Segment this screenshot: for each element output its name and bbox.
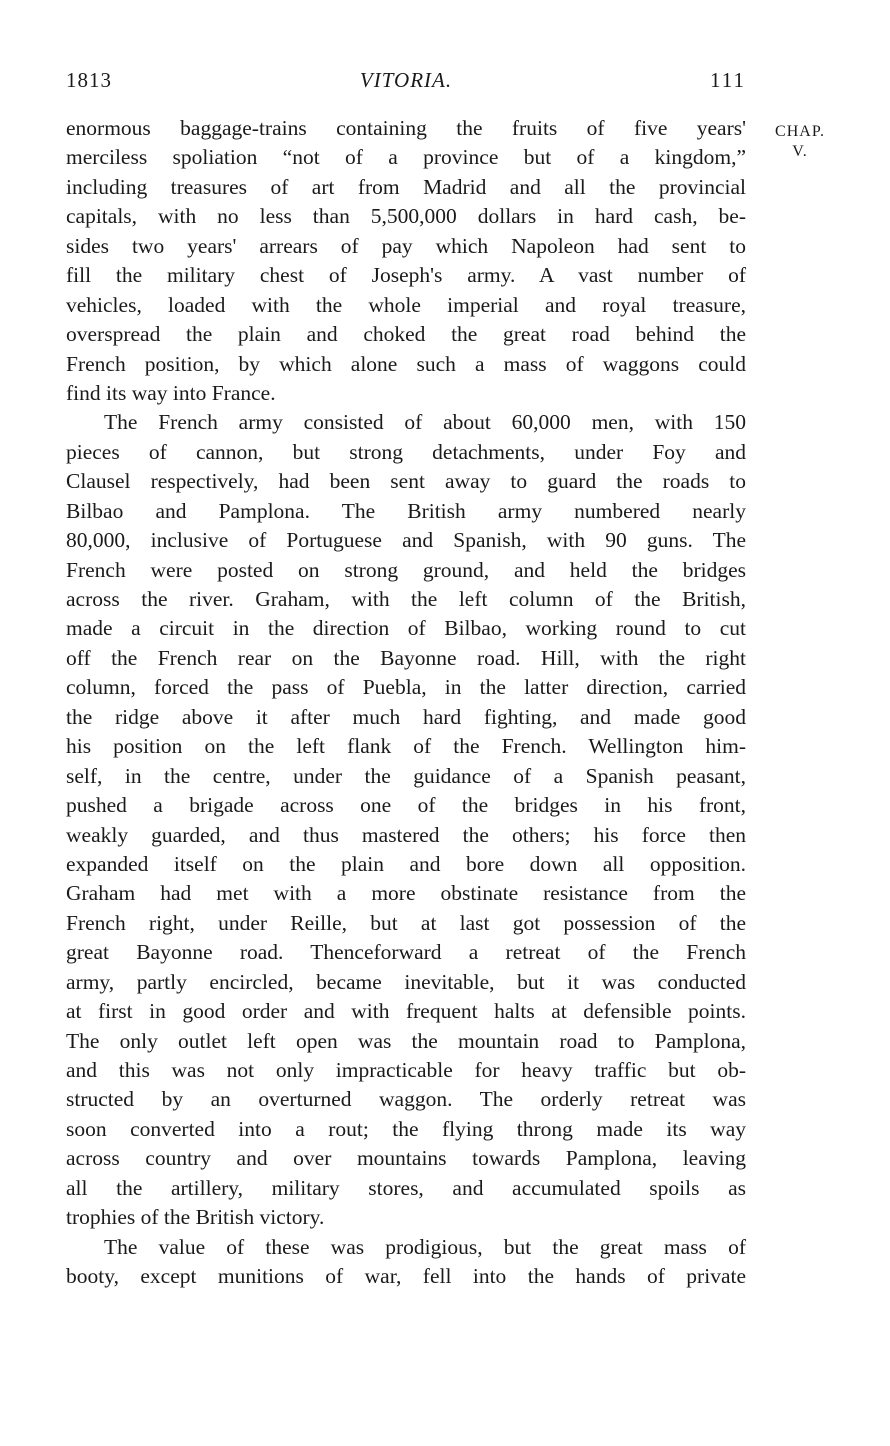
text-line: great Bayonne road. Thenceforward a retreat of the French	[66, 940, 746, 965]
text-line: booty, except munitions of war, fell into the hands of private	[66, 1264, 746, 1289]
text-line: merciless spoliation “not of a province but of a kingdom,”	[66, 145, 746, 170]
text-line: French position, by which alone such a mass of waggons could	[66, 351, 746, 376]
text-line: the ridge above it after much hard fighting, and made good	[66, 704, 746, 729]
chapter-number: V.	[792, 143, 808, 160]
text-line: The value of these was prodigious, but the great mass of	[104, 1234, 746, 1259]
text-line: off the French rear on the Bayonne road. Hill, with the right	[66, 645, 746, 670]
text-line: soon converted into a rout; the flying throng made its way	[66, 1116, 746, 1141]
text-line: French right, under Reille, but at last got possession of the	[66, 910, 746, 935]
text-line: 80,000, inclusive of Portuguese and Spanish, with 90 guns. The	[66, 528, 746, 553]
header-year: 1813	[66, 68, 112, 92]
text-line: Graham had met with a more obstinate resistance from the	[66, 881, 746, 906]
text-line: The only outlet left open was the mountain road to Pamplona,	[66, 1028, 746, 1053]
text-line: pushed a brigade across one of the bridges in his front,	[66, 793, 746, 818]
text-line: structed by an overturned waggon. The orderly retreat was	[66, 1087, 746, 1112]
text-line: trophies of the British victory.	[66, 1205, 325, 1230]
text-line: Bilbao and Pamplona. The British army numbered nearly	[66, 498, 746, 523]
text-line: fill the military chest of Joseph's army. A vast number of	[66, 263, 746, 288]
text-line: overspread the plain and choked the great road behind the	[66, 322, 746, 347]
text-line: army, partly encircled, became inevitable, but it was conducted	[66, 969, 746, 994]
text-line: expanded itself on the plain and bore down all opposition.	[66, 851, 746, 876]
text-line: across the river. Graham, with the left column of the British,	[66, 587, 746, 611]
text-line: French were posted on strong ground, and held the bridges	[66, 557, 746, 582]
chapter-label: CHAP.	[775, 123, 825, 140]
text-line: including treasures of art from Madrid and all the provincial	[66, 174, 746, 199]
running-header	[66, 68, 746, 98]
text-line: made a circuit in the direction of Bilbao, working round to cut	[66, 616, 746, 641]
text-line: sides two years' arrears of pay which Napoleon had sent to	[66, 233, 746, 258]
text-line: The French army consisted of about 60,000 men, with 150	[104, 410, 746, 435]
header-title: VITORIA.	[359, 68, 453, 92]
page-number: 111	[710, 68, 746, 92]
text-line: column, forced the pass of Puebla, in the latter direction, carried	[66, 675, 746, 700]
text-line: enormous baggage-trains containing the fruits of five years'	[66, 116, 746, 140]
text-line: capitals, with no less than 5,500,000 dollars in hard cash, be-	[66, 204, 746, 229]
text-line: his position on the left flank of the French. Wellington him-	[66, 734, 746, 759]
text-line: self, in the centre, under the guidance of a Spanish peasant,	[66, 763, 746, 788]
text-line: and this was not only impracticable for heavy traffic but ob-	[66, 1058, 746, 1082]
text-line: across country and over mountains towards Pamplona, leaving	[66, 1146, 746, 1171]
text-line: pieces of cannon, but strong detachments, under Foy and	[66, 439, 746, 464]
text-line: find its way into France.	[66, 380, 276, 405]
text-line: weakly guarded, and thus mastered the others; his force then	[66, 822, 746, 847]
text-line: all the artillery, military stores, and accumulated spoils as	[66, 1175, 746, 1200]
chapter-marginal-note	[760, 122, 840, 162]
body-text	[66, 114, 746, 1292]
text-line: Clausel respectively, had been sent away to guard the roads to	[66, 469, 746, 494]
text-line: vehicles, loaded with the whole imperial and royal treasure,	[66, 292, 746, 317]
text-line: at first in good order and with frequent halts at defensible points.	[66, 999, 746, 1024]
